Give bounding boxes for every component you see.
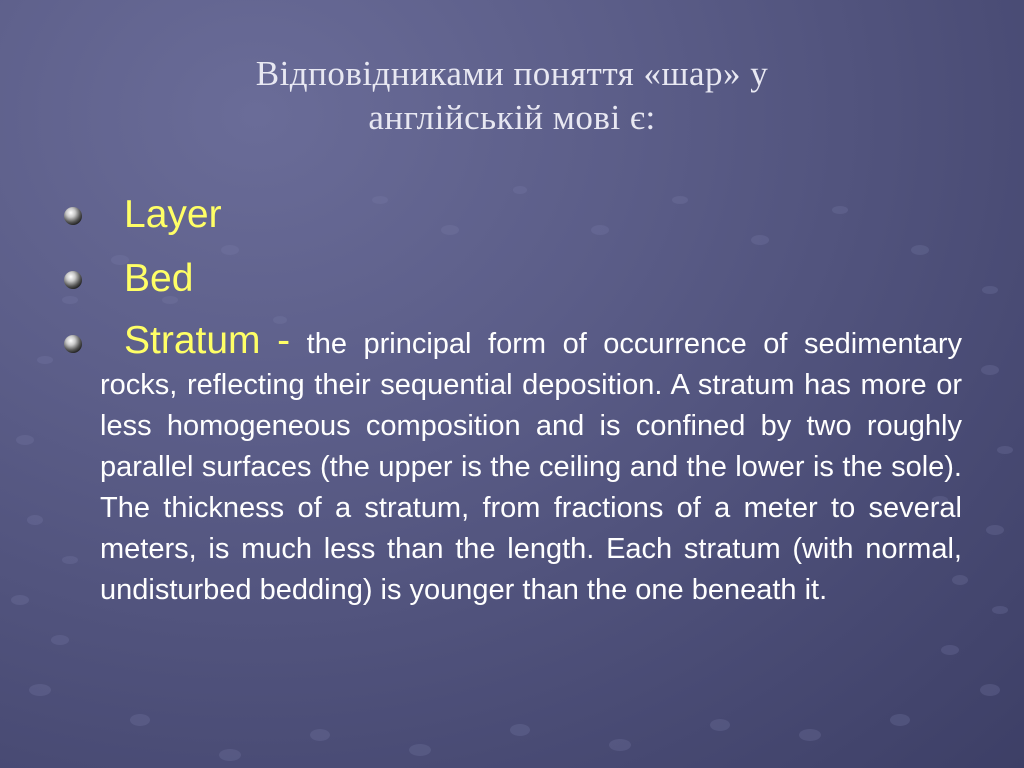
metal-sphere-bullet-icon xyxy=(62,333,84,355)
term-stratum: Stratum xyxy=(124,319,261,362)
term-dash: - xyxy=(277,319,291,362)
bullet-item-layer xyxy=(100,192,962,238)
metal-sphere-bullet-icon xyxy=(62,269,84,291)
bullet-list xyxy=(100,192,962,611)
bullet-item-stratum xyxy=(100,318,962,611)
slide-title xyxy=(60,52,964,140)
term-layer: Layer xyxy=(124,193,222,236)
metal-sphere-bullet-icon xyxy=(62,205,84,227)
bullet-item-bed xyxy=(100,256,962,302)
slide-title-line-2: англійській мові є: xyxy=(368,98,656,137)
stratum-definition: the principal form of occurrence of sedimentary rocks, reflecting their sequential deposition. A stratum has more or less homogeneous composition and is confined by two roughly parallel surfaces (the upper is the ceiling and the lower is the sole). The thickness of a stratum, from fractions of a meter to several meters, is much less than the length. Each stratum (with normal, undisturbed bedding) is younger than the one beneath it. xyxy=(100,328,962,606)
slide-title-line-1: Відповідниками поняття «шар» у xyxy=(255,54,769,93)
stratum-paragraph xyxy=(100,318,962,611)
term-bed: Bed xyxy=(124,257,194,300)
